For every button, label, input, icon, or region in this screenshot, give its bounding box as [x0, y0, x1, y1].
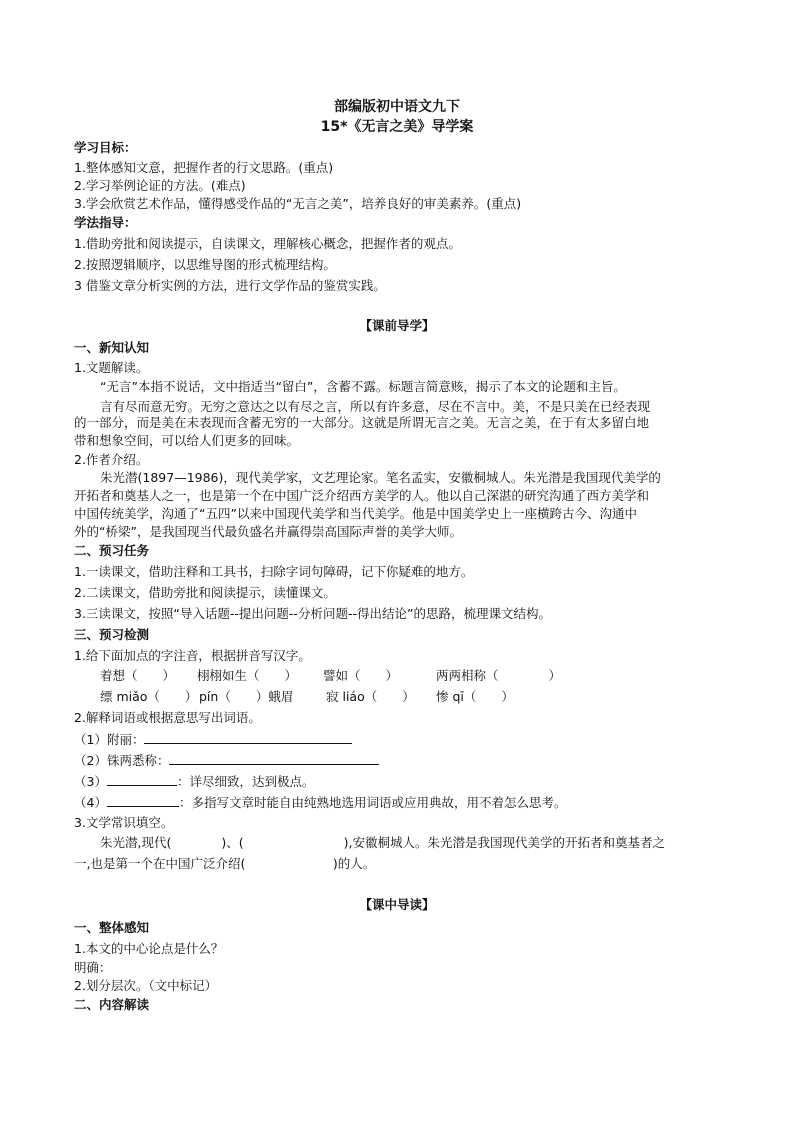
definition-label: （2）铢两悉称： — [74, 753, 170, 768]
definition-label: （4） — [74, 795, 107, 810]
question-text: 3.文学常识填空。 — [74, 815, 174, 830]
subheading: 2.作者介绍。 — [74, 452, 149, 467]
doc-subtitle: 15*《无言之美》导学案 — [320, 119, 474, 135]
objectives-heading: 学习目标： — [74, 140, 137, 155]
answer-blank[interactable] — [169, 752, 379, 765]
answer-blank[interactable] — [144, 731, 352, 744]
fill-in-line: 一,也是第一个在中国广泛介绍( )的人。 — [74, 856, 376, 871]
paragraph-line: 带和想象空间，可以给人们更多的回味。 — [74, 433, 300, 448]
question-text: 1.本文的中心论点是什么？ — [74, 941, 224, 956]
definition-text: ：详尽细致，达到极点。 — [176, 774, 315, 789]
definition-text: ：多指写文章时能自由纯熟地选用词语或应用典故，用不着怎么思考。 — [178, 795, 567, 810]
objective-item: 3.学会欣赏艺术作品，懂得感受作品的“无言之美”，培养良好的审美素养。(重点) — [74, 196, 522, 211]
question-text: 1.给下面加点的字注音，根据拼音写汉字。 — [74, 648, 311, 663]
method-item: 1.借助旁批和阅读提示，自读课文，理解核心概念，把握作者的观点。 — [74, 236, 461, 251]
pinyin-blank: 惨 qī（ ） — [436, 689, 514, 704]
pinyin-blank: 栩栩如生（ ） — [197, 668, 298, 683]
definition-line — [74, 794, 566, 811]
subheading: 1.文题解读。 — [74, 360, 149, 375]
paragraph-line: 的一部分，而是美在未表现而含蓄无穷的一大部分。这就是所谓无言之美。无言之美，在于有太多留白地 — [74, 415, 650, 430]
question-text: 2.划分层次。（文中标记） — [74, 978, 218, 993]
paragraph-line: 中国传统美学，沟通了“五四”以来中国现代美学和当代美学。他是中国美学史上一座横跨古今、沟通中 — [74, 506, 637, 521]
pinyin-blank: 寂 liáo（ ） — [326, 689, 415, 704]
section-heading: 一、整体感知 — [74, 920, 150, 935]
task-item: 2.二读课文，借助旁批和阅读提示，读懂课文。 — [74, 585, 336, 600]
definition-line — [74, 731, 352, 748]
pinyin-blank: 着想（ ） — [100, 668, 176, 683]
section-heading: 二、预习任务 — [74, 543, 150, 558]
methods-heading: 学法指导： — [74, 215, 137, 230]
question-text: 2.解释词语或根据意思写出词语。 — [74, 710, 261, 725]
method-item: 3 借鉴文章分析实例的方法，进行文学作品的鉴赏实践。 — [74, 278, 386, 293]
fill-in-line: 朱光潜,现代( )、( ),安徽桐城人。朱光潜是我国现代美学的开拓者和奠基者之 — [100, 835, 665, 850]
objective-item: 2.学习举例论证的方法。(难点) — [74, 178, 246, 193]
doc-title: 部编版初中语文九下 — [334, 99, 460, 115]
answer-label: 明确： — [74, 960, 112, 975]
pinyin-blank: 缥 miǎo（ ） — [100, 689, 198, 704]
paragraph-line: 外的“桥梁”，是我国现当代最负盛名并赢得崇高国际声誉的美学大师。 — [74, 524, 462, 539]
answer-blank[interactable] — [107, 773, 177, 786]
answer-blank[interactable] — [107, 794, 179, 807]
method-item: 2.按照逻辑顺序，以思维导图的形式梳理结构。 — [74, 257, 336, 272]
section-heading: 二、内容解读 — [74, 997, 150, 1012]
section-heading: 一、新知认知 — [74, 340, 150, 355]
pinyin-blank: 譬如（ ） — [323, 668, 399, 683]
definition-label: （3） — [74, 774, 107, 789]
objective-item: 1.整体感知文意，把握作者的行文思路。(重点) — [74, 160, 334, 175]
pre-class-banner: 【课前导学】 — [359, 318, 435, 333]
paragraph-line: 言有尽而意无穷。无穷之意达之以有尽之言，所以有许多意，尽在不言中。美，不是只美在已经表现 — [100, 399, 651, 414]
paragraph-line: 开拓者和奠基人之一，也是第一个在中国广泛介绍西方美学的人。他以自己深湛的研究沟通了西方美学和 — [74, 488, 650, 503]
paragraph-line: “无言”本指不说话，文中指适当“留白”，含蓄不露。标题言简意赅，揭示了本文的论题和主旨。 — [100, 379, 626, 394]
pinyin-blank: pín（ ）蛾眉 — [199, 689, 294, 704]
pinyin-blank: 两两相称（ ） — [436, 668, 562, 683]
in-class-banner: 【课中导读】 — [359, 897, 435, 912]
definition-label: （1）附丽： — [74, 732, 145, 747]
paragraph-line: 朱光潜(1897—1986)，现代美学家，文艺理论家。笔名孟实，安徽桐城人。朱光潜是我国现代美学的 — [100, 470, 661, 485]
definition-line — [74, 773, 314, 790]
section-heading: 三、预习检测 — [74, 627, 150, 642]
task-item: 3.三读课文，按照“导入话题--提出问题--分析问题--得出结论”的思路，梳理课文结构。 — [74, 606, 551, 621]
definition-line — [74, 752, 379, 769]
task-item: 1.一读课文，借助注释和工具书，扫除字词句障碍，记下你疑难的地方。 — [74, 564, 474, 579]
